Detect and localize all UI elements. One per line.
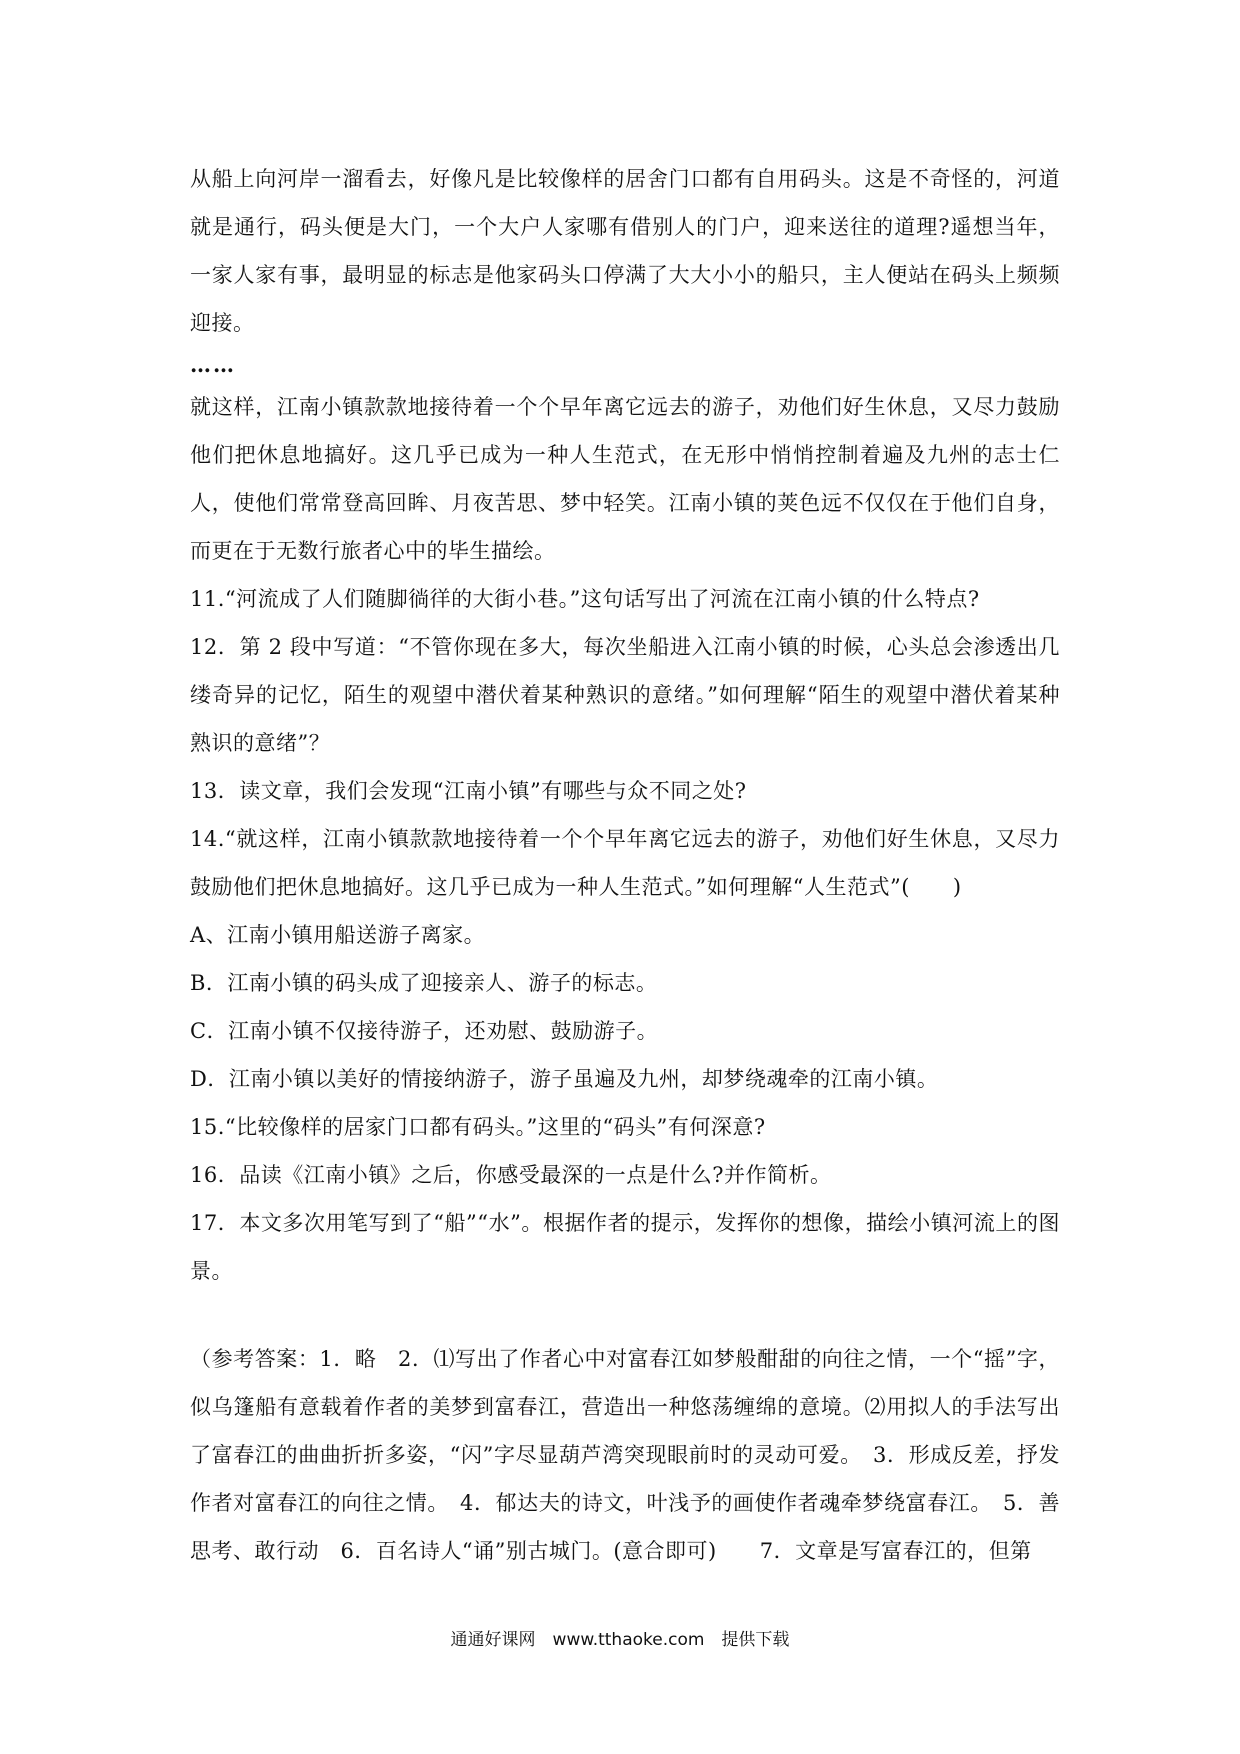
passage-paragraph-1: 从船上向河岸一溜看去，好像凡是比较像样的居舍门口都有自用码头。这是不奇怪的，河道就是通行，码头便是大门，一个大户人家哪有借别人的门户，迎来送往的道理?遥想当年，一家人家有事，最明显的标志是他家码头口停满了大大小小的船只，主人便站在码头上频频迎接。 <box>190 167 1060 335</box>
answer-key: （参考答案：1．略 2．⑴写出了作者心中对富春江如梦般酣甜的向往之情，一个“摇”字，似乌篷船有意载着作者的美梦到富春江，营造出一种悠荡缠绵的意境。⑵用拟人的手法写出了富春江的曲曲折折多姿，“闪”字尽显葫芦湾突现眼前时的灵动可爱。 3．形成反差，抒发作者对富春江的向往之情。 4．郁达夫的诗文，叶浅予的画使作者魂牵梦绕富春江。 5．善思考、敢行动 6．百名诗人“诵”别古城门。(意合即可) 7．文章是写富春江的，但第 <box>190 1347 1060 1563</box>
question-16: 16．品读《江南小镇》之后，你感受最深的一点是什么?并作简析。 <box>190 1163 832 1187</box>
question-14-option-c: C．江南小镇不仅接待游子，还劝慰、鼓励游子。 <box>190 1019 659 1043</box>
page-footer: 通通好课网 www.tthaoke.com 提供下载 <box>450 1630 790 1650</box>
section-gap <box>190 1295 1060 1335</box>
passage-paragraph-2: 就这样，江南小镇款款地接待着一个个早年离它远去的游子，劝他们好生休息，又尽力鼓励他们把休息地搞好。这几乎已成为一种人生范式，在无形中悄悄控制着遍及九州的志士仁人，使他们常常登高回眸、月夜苦思、梦中轻笑。江南小镇的荚色远不仅仅在于他们自身，而更在于无数行旅者心中的毕生描绘。 <box>190 395 1060 563</box>
passage-ellipsis: …… <box>190 352 236 377</box>
question-17: 17．本文多次用笔写到了“船”“水”。根据作者的提示，发挥你的想像，描绘小镇河流上的图景。 <box>190 1211 1060 1283</box>
document-body <box>190 155 1060 1575</box>
question-12: 12．第 2 段中写道：“不管你现在多大，每次坐船进入江南小镇的时候，心头总会渗透出几缕奇异的记忆，陌生的观望中潜伏着某种熟识的意绪。”如何理解“陌生的观望中潜伏着某种熟识的意绪”？ <box>190 635 1060 755</box>
question-15: 15.“比较像样的居家门口都有码头。”这里的“码头”有何深意? <box>190 1115 766 1139</box>
question-14-option-b: B．江南小镇的码头成了迎接亲人、游子的标志。 <box>190 971 658 995</box>
question-13: 13．读文章，我们会发现“江南小镇”有哪些与众不同之处? <box>190 779 747 803</box>
question-14-option-a: A、江南小镇用船送游子离家。 <box>190 923 486 947</box>
question-14: 14.“就这样，江南小镇款款地接待着一个个早年离它远去的游子，劝他们好生休息，又尽力鼓励他们把休息地搞好。这几乎已成为一种人生范式。”如何理解“人生范式”( ) <box>190 827 1060 899</box>
question-11: 11.“河流成了人们随脚徜徉的大街小巷。”这句话写出了河流在江南小镇的什么特点? <box>190 587 980 611</box>
question-14-option-d: D．江南小镇以美好的情接纳游子，游子虽遍及九州，却梦绕魂牵的江南小镇。 <box>190 1067 939 1091</box>
